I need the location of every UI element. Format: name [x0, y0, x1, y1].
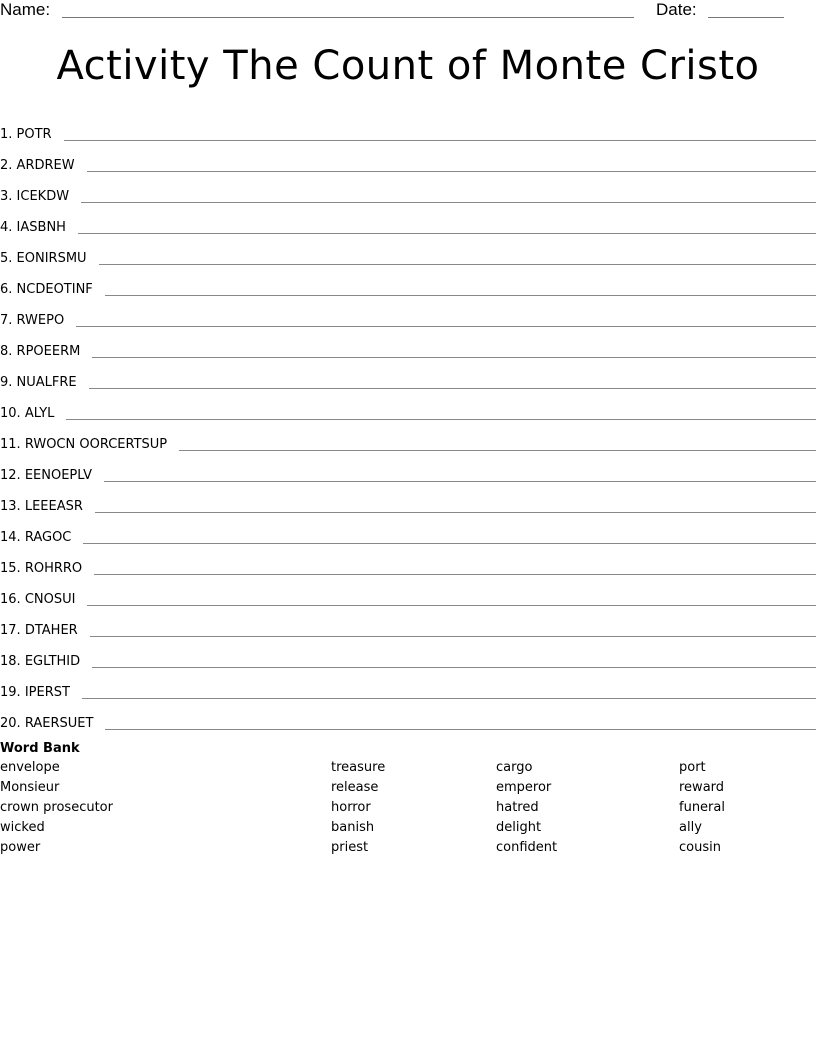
header-row: [0, 0, 816, 24]
answer-line[interactable]: [99, 263, 816, 265]
scrambled-word: [0, 158, 75, 174]
answer-line[interactable]: [95, 511, 816, 513]
scrambled-word: [0, 685, 70, 701]
word-bank-word: treasure: [331, 760, 386, 775]
date-field-line[interactable]: [708, 17, 784, 18]
word-bank-word: power: [0, 840, 41, 855]
scrambled-word: [0, 530, 71, 546]
puzzle-item: [0, 298, 816, 329]
scrambled-word: [0, 406, 54, 422]
scramble-text: IPERST: [24, 685, 70, 700]
scrambled-word: [0, 654, 80, 670]
question-number: 10.: [0, 406, 21, 421]
answer-line[interactable]: [81, 201, 816, 203]
scrambled-word: [0, 313, 64, 329]
question-number: 11.: [0, 437, 21, 452]
word-bank-word: crown prosecutor: [0, 800, 113, 815]
scramble-text: EGLTHID: [24, 654, 81, 669]
question-number: 14.: [0, 530, 21, 545]
puzzle-item: [0, 112, 816, 143]
puzzle-item: [0, 577, 816, 608]
puzzle-item: [0, 422, 816, 453]
page-title: Activity The Count of Monte Cristo: [56, 43, 760, 89]
question-number: 4.: [0, 220, 13, 235]
puzzle-item: [0, 670, 816, 701]
answer-line[interactable]: [104, 480, 816, 482]
answer-line[interactable]: [87, 604, 816, 606]
question-number: 17.: [0, 623, 21, 638]
scramble-text: RAGOC: [24, 530, 72, 545]
word-bank-word: Monsieur: [0, 780, 60, 795]
date-label: Date:: [656, 0, 697, 19]
word-bank: [0, 740, 816, 868]
word-bank-word: release: [331, 780, 379, 795]
word-bank-word: horror: [331, 800, 371, 815]
answer-line[interactable]: [78, 232, 816, 234]
puzzle-item: [0, 143, 816, 174]
question-number: 19.: [0, 685, 21, 700]
answer-line[interactable]: [94, 573, 816, 575]
answer-line[interactable]: [90, 635, 816, 637]
word-bank-title: Word Bank: [0, 741, 80, 756]
word-bank-word: confident: [496, 840, 558, 855]
word-bank-word: port: [679, 760, 706, 775]
puzzle-item: [0, 329, 816, 360]
question-number: 16.: [0, 592, 21, 607]
puzzle-item: [0, 639, 816, 670]
scramble-text: ICEKDW: [16, 189, 70, 204]
scramble-text: EONIRSMU: [16, 251, 87, 266]
scramble-text: ALYL: [24, 406, 55, 421]
answer-line[interactable]: [105, 294, 816, 296]
name-field-line[interactable]: [62, 17, 634, 18]
question-number: 15.: [0, 561, 21, 576]
puzzle-item: [0, 391, 816, 422]
scramble-text: CNOSUI: [24, 592, 76, 607]
puzzle-list: [0, 112, 816, 732]
scramble-text: RPOEERM: [16, 344, 81, 359]
answer-line[interactable]: [82, 697, 816, 699]
scrambled-word: [0, 251, 87, 267]
scramble-text: RAERSUET: [24, 716, 94, 731]
question-number: 18.: [0, 654, 21, 669]
scrambled-word: [0, 716, 93, 732]
scrambled-word: [0, 623, 78, 639]
word-bank-grid: [0, 758, 816, 868]
scrambled-word: [0, 189, 69, 205]
word-bank-word: emperor: [496, 780, 552, 795]
scrambled-word: [0, 468, 92, 484]
word-bank-word: reward: [679, 780, 725, 795]
scrambled-word: [0, 344, 80, 360]
scrambled-word: [0, 282, 93, 298]
puzzle-item: [0, 453, 816, 484]
question-number: 9.: [0, 375, 13, 390]
scrambled-word: [0, 499, 83, 515]
answer-line[interactable]: [87, 170, 816, 172]
word-bank-word: ally: [679, 820, 702, 835]
question-number: 3.: [0, 189, 13, 204]
word-bank-word: priest: [331, 840, 369, 855]
word-bank-word: envelope: [0, 760, 60, 775]
word-bank-column: [0, 758, 113, 858]
question-number: 2.: [0, 158, 13, 173]
scrambled-word: [0, 220, 66, 236]
scramble-text: POTR: [16, 127, 52, 142]
scramble-text: LEEEASR: [24, 499, 83, 514]
word-bank-column: [496, 758, 557, 858]
word-bank-word: delight: [496, 820, 542, 835]
question-number: 12.: [0, 468, 21, 483]
question-number: 13.: [0, 499, 21, 514]
answer-line[interactable]: [89, 387, 816, 389]
puzzle-item: [0, 546, 816, 577]
answer-line[interactable]: [66, 418, 816, 420]
scrambled-word: [0, 127, 52, 143]
question-number: 7.: [0, 313, 13, 328]
scramble-text: EENOEPLV: [24, 468, 92, 483]
puzzle-item: [0, 608, 816, 639]
name-label: Name:: [0, 0, 51, 19]
word-bank-word: funeral: [679, 800, 725, 815]
question-number: 20.: [0, 716, 21, 731]
word-bank-column: [331, 758, 385, 858]
scramble-text: DTAHER: [24, 623, 78, 638]
puzzle-item: [0, 360, 816, 391]
scramble-text: NCDEOTINF: [16, 282, 93, 297]
scramble-text: ROHRRO: [24, 561, 83, 576]
puzzle-item: [0, 205, 816, 236]
scrambled-word: [0, 437, 167, 453]
puzzle-item: [0, 174, 816, 205]
answer-line[interactable]: [64, 139, 816, 141]
scramble-text: RWOCN OORCERTSUP: [24, 437, 168, 452]
scramble-text: IASBNH: [16, 220, 66, 235]
word-bank-word: hatred: [496, 800, 539, 815]
answer-line[interactable]: [179, 449, 816, 451]
scramble-text: ARDREW: [16, 158, 75, 173]
word-bank-word: wicked: [0, 820, 45, 835]
answer-line[interactable]: [92, 666, 816, 668]
scrambled-word: [0, 561, 82, 577]
answer-line[interactable]: [105, 728, 816, 730]
question-number: 5.: [0, 251, 13, 266]
question-number: 8.: [0, 344, 13, 359]
puzzle-item: [0, 701, 816, 732]
question-number: 6.: [0, 282, 13, 297]
scrambled-word: [0, 592, 75, 608]
word-bank-word: cousin: [679, 840, 721, 855]
puzzle-item: [0, 484, 816, 515]
scramble-text: RWEPO: [16, 313, 65, 328]
puzzle-item: [0, 515, 816, 546]
answer-line[interactable]: [83, 542, 816, 544]
puzzle-item: [0, 236, 816, 267]
scramble-text: NUALFRE: [16, 375, 77, 390]
scrambled-word: [0, 375, 77, 391]
puzzle-item: [0, 267, 816, 298]
question-number: 1.: [0, 127, 13, 142]
answer-line[interactable]: [92, 356, 816, 358]
word-bank-column: [679, 758, 725, 858]
word-bank-word: cargo: [496, 760, 533, 775]
answer-line[interactable]: [76, 325, 816, 327]
word-bank-word: banish: [331, 820, 375, 835]
